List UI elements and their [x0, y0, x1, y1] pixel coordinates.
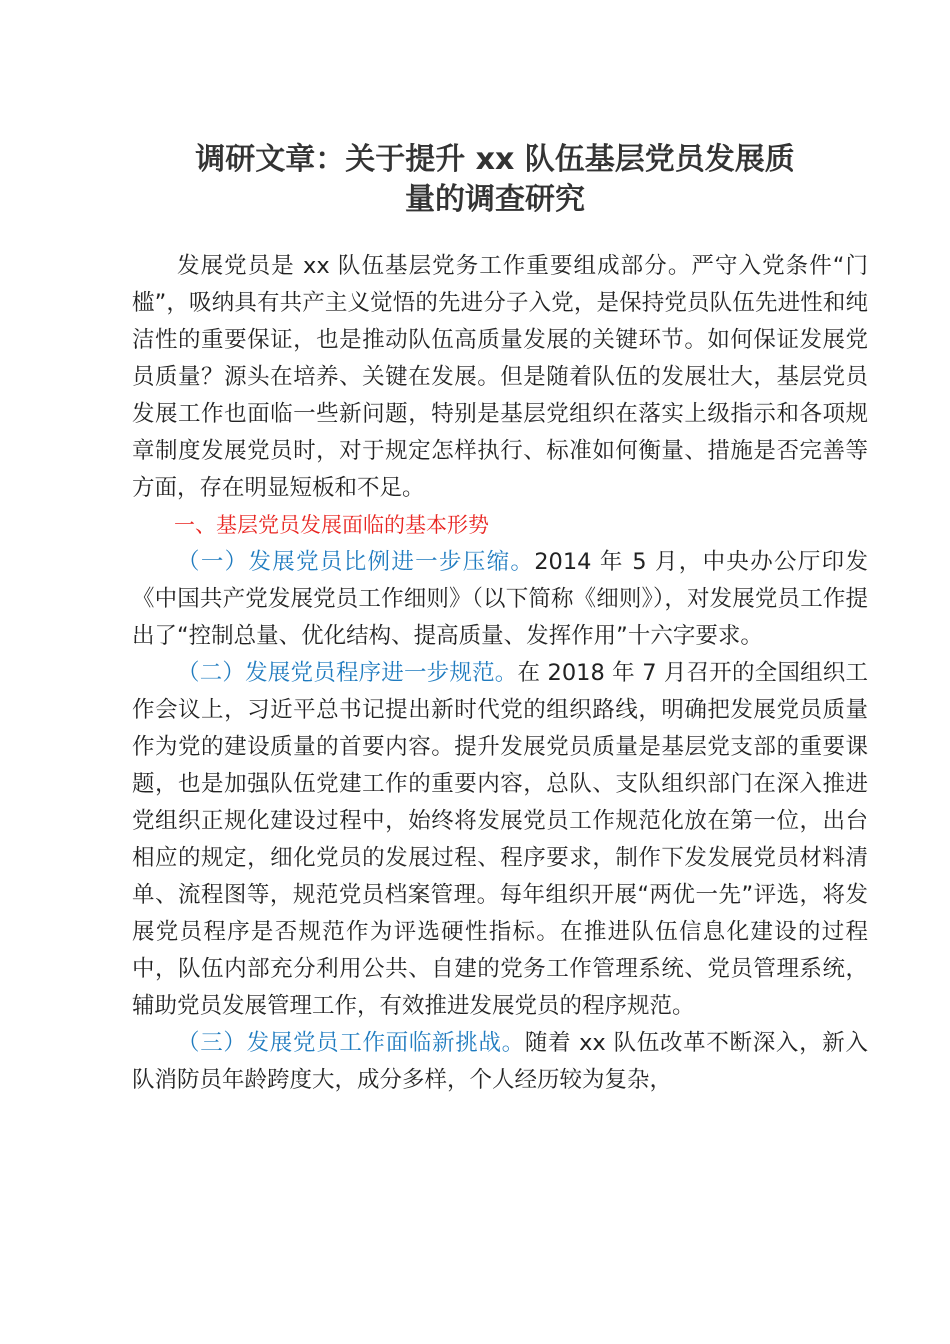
item-paragraph-2	[132, 655, 868, 1025]
section-heading-1: 一、基层党员发展面临的基本形势	[174, 513, 489, 537]
document-title	[132, 140, 858, 220]
title-line-1: 调研文章：关于提升 xx 队伍基层党员发展质	[195, 142, 795, 177]
item-text-3: 随着 xx 队伍改革不断深入，新入队消防员年龄跨度大，成分多样，个人经历较为复杂，	[132, 1030, 868, 1093]
item-paragraph-1	[132, 544, 868, 655]
intro-paragraph: 发展党员是 xx 队伍基层党务工作重要组成部分。严守入党条件“门槛”，吸纳具有共产主义觉悟的先进分子入党，是保持党员队伍先进性和纯洁性的重要保证，也是推动队伍高质量发展的关键环节。如何保证发展党员质量？源头在培养、关键在发展。但是随着队伍的发展壮大，基层党员发展工作也面临一些新问题，特别是基层党组织在落实上级指示和各项规章制度发展党员时，对于规定怎样执行、标准如何衡量、措施是否完善等方面，存在明显短板和不足。	[132, 253, 868, 501]
item-heading-2: （二）发展党员程序进一步规范。	[177, 660, 518, 686]
item-paragraph-3	[132, 1025, 868, 1099]
item-text-1: 2014 年 5 月，中央办公厅印发《中国共产党发展党员工作细则》（以下简称《细则》），对发展党员工作提出了“控制总量、优化结构、提高质量、发挥作用”十六字要求。	[132, 549, 868, 649]
title-line-2: 量的调查研究	[405, 182, 585, 217]
item-text-2: 在 2018 年 7 月召开的全国组织工作会议上，习近平总书记提出新时代党的组织路线，明确把发展党员质量作为党的建设质量的首要内容。提升发展党员质量是基层党支部的重要课题，也是加强队伍党建工作的重要内容，总队、支队组织部门在深入推进党组织正规化建设过程中，始终将发展党员工作规范化放在第一位，出台相应的规定，细化党员的发展过程、程序要求，制作下发发展党员材料清单、流程图等，规范党员档案管理。每年组织开展“两优一先”评选，将发展党员程序是否规范作为评选硬性指标。在推进队伍信息化建设的过程中，队伍内部充分利用公共、自建的党务工作管理系统、党员管理系统，辅助党员发展管理工作，有效推进发展党员的程序规范。	[132, 660, 868, 1019]
item-heading-1: （一）发展党员比例进一步压缩。	[177, 549, 535, 575]
document-body	[132, 248, 868, 1099]
item-heading-3: （三）发展党员工作面临新挑战。	[177, 1030, 525, 1056]
